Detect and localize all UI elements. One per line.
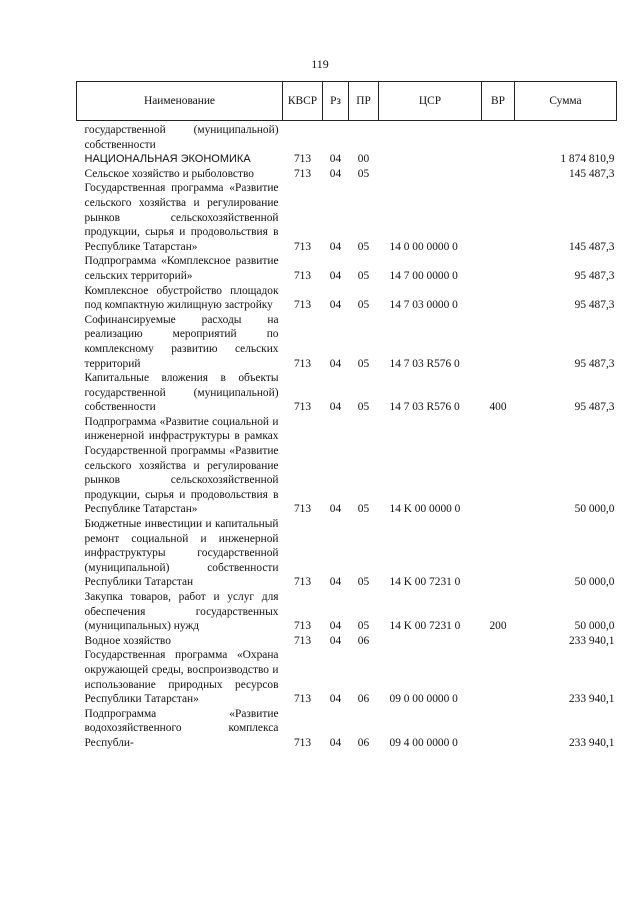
cell-pr: 05 [357,240,370,253]
cell-rz: 04 [329,167,342,180]
cell-rz: 04 [329,269,342,282]
cell-vr [482,415,515,517]
cell-rz: 04 [329,576,342,589]
cell-vr [482,152,515,167]
cell-rz: 04 [329,299,342,312]
cell-rz: 04 [329,357,342,370]
cell-pr: 06 [357,736,370,749]
cell-pr: 05 [357,620,370,633]
cell-name: Капитальные вложения в объекты государственной (муниципальной) собственности [84,372,279,414]
cell-rz: 04 [329,693,342,706]
table-row [77,254,617,283]
cell-kvsr: 713 [293,167,312,180]
cell-pr [349,121,379,153]
cell-kvsr: 713 [293,736,312,749]
table-row [77,707,617,751]
cell-pr: 05 [357,576,370,589]
cell-rz: 04 [329,620,342,633]
table-row [77,634,617,649]
cell-vr: 200 [489,620,507,633]
page-number: 119 [311,57,329,71]
cell-vr [482,313,515,371]
table-row [77,415,617,517]
cell-kvsr: 713 [293,299,312,312]
cell-sum [515,121,617,153]
cell-name: государственной (муниципальной) собственности [84,124,279,151]
table-row [77,121,617,153]
cell-sum: 50 000,0 [574,576,615,589]
cell-rz: 04 [329,634,342,647]
table-row [77,152,617,167]
cell-name: Подпрограмма «Развитие социальной и инженерной инфраструктуры в рамках Государственной программы «Развитие сельского хозяйства и регулирование рынков сельскохозяйственной продукции, сырья и продовольствия в Республике Татарстан» [84,415,279,516]
cell-pr: 06 [357,634,370,647]
cell-sum: 233 940,1 [568,693,615,706]
cell-csr: 14 7 00 0000 0 [389,269,458,282]
table-row [77,590,617,634]
cell-vr [482,254,515,283]
cell-csr: 14 0 00 0000 0 [389,240,458,253]
table-row [77,371,617,415]
cell-sum: 50 000,0 [574,620,615,633]
cell-vr: 400 [489,401,507,414]
header-name: Наименование [77,82,283,121]
table-row [77,648,617,706]
cell-csr [379,634,482,649]
table-row [77,284,617,313]
cell-vr [482,707,515,751]
cell-csr: 14 K 00 0000 0 [389,503,461,516]
cell-kvsr [283,121,323,153]
table-row [77,167,617,182]
cell-kvsr: 713 [293,503,312,516]
header-sum: Сумма [515,82,617,121]
header-pr: ПР [349,82,379,121]
cell-csr [379,167,482,182]
cell-pr: 05 [357,401,370,414]
cell-vr [482,648,515,706]
cell-csr: 09 0 00 0000 0 [389,693,458,706]
cell-rz: 04 [329,153,342,166]
cell-name: Подпрограмма «Комплексное развитие сельских территорий» [84,255,279,282]
cell-name: Комплексное обустройство площадок под компактную жилищную застройку [84,284,279,312]
cell-rz: 04 [329,401,342,414]
header-rz: Рз [323,82,349,121]
cell-pr: 06 [357,693,370,706]
cell-rz: 04 [329,240,342,253]
cell-csr [379,121,482,153]
table-row [77,517,617,590]
cell-sum: 233 940,1 [568,634,615,647]
budget-table [76,81,617,751]
cell-sum: 233 940,1 [568,736,615,749]
cell-sum: 95 487,3 [574,269,615,282]
cell-sum: 50 000,0 [574,503,615,516]
cell-name: НАЦИОНАЛЬНАЯ ЭКОНОМИКА [84,153,251,166]
cell-pr: 05 [357,357,370,370]
cell-vr [482,634,515,649]
cell-vr [482,121,515,153]
cell-name: Государственная программа «Развитие сельского хозяйства и регулирование рынков сельскохозяйственной продукции, сырья и продовольствия в Республике Татарстан» [84,182,279,253]
cell-csr: 14 K 00 7231 0 [389,620,461,633]
cell-csr: 14 7 03 R576 0 [389,401,460,414]
cell-kvsr: 713 [293,357,312,370]
cell-vr [482,181,515,254]
cell-kvsr: 713 [293,620,312,633]
cell-kvsr: 713 [293,634,312,647]
cell-name: Софинансируемые расходы на реализацию мероприятий по комплексному развитию сельских территорий [84,313,279,370]
cell-pr: 05 [357,299,370,312]
cell-pr: 00 [357,153,370,166]
cell-rz: 04 [329,736,342,749]
cell-kvsr: 713 [293,693,312,706]
cell-csr [379,152,482,167]
header-csr: ЦСР [379,82,482,121]
cell-kvsr: 713 [293,240,312,253]
cell-csr: 14 7 03 R576 0 [389,357,460,370]
cell-pr: 05 [357,503,370,516]
cell-sum: 95 487,3 [574,401,615,414]
cell-vr [482,284,515,313]
cell-sum: 145 487,3 [568,240,615,253]
cell-sum: 1 874 810,9 [560,153,615,166]
cell-pr: 05 [357,269,370,282]
cell-name: Сельское хозяйство и рыболовство [84,167,254,180]
cell-sum: 145 487,3 [568,167,615,180]
cell-vr [482,167,515,182]
cell-sum: 95 487,3 [574,357,615,370]
table-header-row [77,82,617,121]
cell-kvsr: 713 [293,401,312,414]
cell-csr: 09 4 00 0000 0 [389,736,458,749]
cell-name: Закупка товаров, работ и услуг для обеспечения государственных (муниципальных) нужд [84,591,279,633]
cell-pr: 05 [357,167,370,180]
cell-name: Подпрограмма «Развитие водохозяйственного комплекса Республи- [84,707,279,749]
cell-kvsr: 713 [293,269,312,282]
cell-vr [482,517,515,590]
cell-sum: 95 487,3 [574,299,615,312]
cell-csr: 14 7 03 0000 0 [389,299,458,312]
header-vr: ВР [482,82,515,121]
cell-csr: 14 K 00 7231 0 [389,576,461,589]
cell-name: Государственная программа «Охрана окружающей среды, воспроизводство и использование природных ресурсов Республики Татарстан» [84,649,279,706]
table-row [77,181,617,254]
cell-kvsr: 713 [293,576,312,589]
cell-name: Бюджетные инвестиции и капитальный ремонт социальной и инженерной инфраструктуры государственной (муниципальной) собственности Республики Татарстан [84,518,279,589]
cell-rz [323,121,349,153]
header-kvsr: КВСР [283,82,323,121]
cell-kvsr: 713 [293,153,312,166]
cell-rz: 04 [329,503,342,516]
table-row [77,313,617,371]
cell-name: Водное хозяйство [84,634,171,647]
